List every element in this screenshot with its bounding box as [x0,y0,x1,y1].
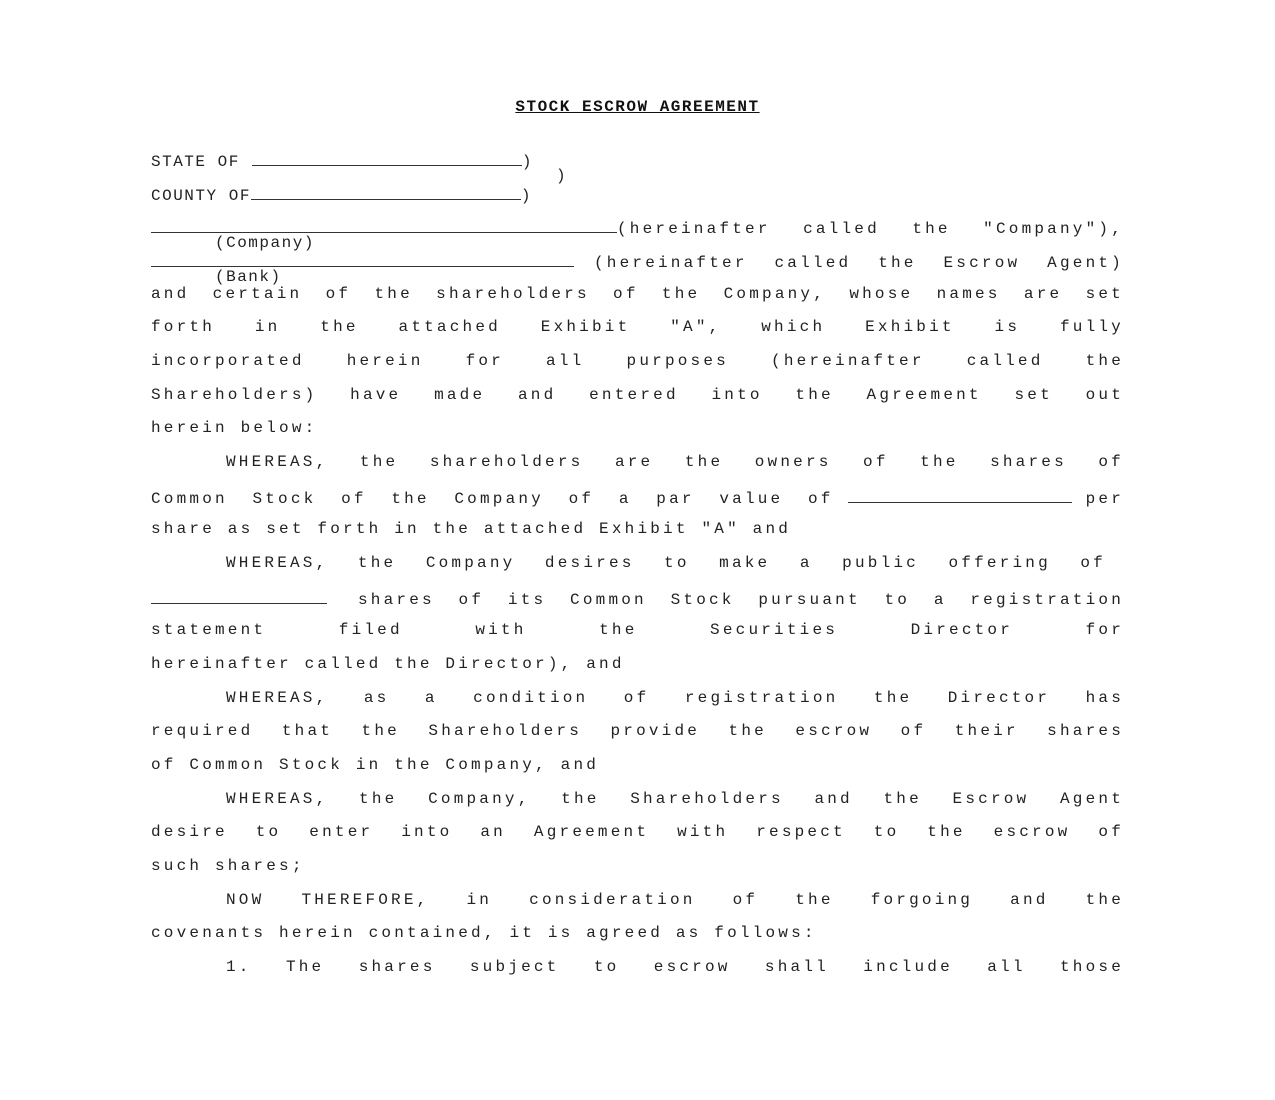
county-line [151,183,571,203]
text-line [151,822,1124,842]
line-text: forth in the attached Exhibit "A", which Exhibit is fully [151,318,1124,336]
line-text: such shares; [151,857,305,875]
text-line [151,721,1124,741]
par-value-blank[interactable] [848,486,1072,503]
shares-blank[interactable] [151,587,327,604]
line-text: shares of its Common Stock pursuant to a registration [358,591,1124,609]
bank-text: (hereinafter called the Escrow Agent) [594,254,1124,272]
text-line [151,553,1106,573]
company-blank[interactable] [151,216,617,233]
line-text: hereinafter called the Director), and [151,655,625,673]
text-line [151,385,1124,405]
text-line [151,519,1124,539]
line-text: per [1085,490,1124,508]
line-text: Common Stock of the Company of a par value of [151,490,834,508]
text-line [151,620,1124,640]
text-line [151,789,1124,809]
paren: ) [556,167,568,185]
text-line [151,418,1124,438]
text-line [151,957,1124,977]
line-text: Shareholders) have made and entered into the Agreement set out [151,386,1124,404]
line-text: share as set forth in the attached Exhibit "A" and [151,520,792,538]
state-label: STATE OF [151,153,240,171]
paren: ) [520,187,533,205]
text-line [151,923,1124,943]
text-line [151,856,1124,876]
text-line [151,688,1124,708]
state-line [151,149,571,169]
text-line [151,654,1124,674]
caption-text: (Company) [215,234,315,252]
text-line [151,890,1124,910]
line-text: and certain of the shareholders of the Company, whose names are set [151,285,1124,303]
line-text: incorporated herein for all purposes (hereinafter called the [151,352,1124,370]
shares-line [151,587,1124,607]
text-line [151,452,1124,472]
line-text: statement filed with the Securities Director for [151,621,1124,639]
line-text: WHEREAS, the Company, the Shareholders and the Escrow Agent [226,790,1124,808]
line-text: WHEREAS, as a condition of registration the Director has [226,689,1124,707]
text-line [151,351,1124,371]
caption-text: (Bank) [215,268,282,286]
line-text: required that the Shareholders provide the escrow of their shares [151,722,1124,740]
line-text: herein below: [151,419,318,437]
county-label: COUNTY OF [151,187,251,205]
text-line [151,317,1124,337]
par-value-line [151,486,1124,506]
text-line [151,755,1124,775]
line-text: NOW THEREFORE, in consideration of the forgoing and the [226,891,1124,909]
company-text: (hereinafter called the "Company"), [617,220,1124,238]
paren: ) [521,153,533,171]
line-text: 1. The shares subject to escrow shall include all those [226,958,1124,976]
document-title: STOCK ESCROW AGREEMENT [515,98,760,116]
line-text: desire to enter into an Agreement with respect to the escrow of [151,823,1124,841]
line-text: WHEREAS, the shareholders are the owners of the shares of [226,453,1124,471]
line-text: of Common Stock in the Company, and [151,756,600,774]
line-text: covenants herein contained, it is agreed as follows: [151,924,817,942]
bank-blank[interactable] [151,250,574,267]
text-line [151,284,1124,304]
county-blank[interactable] [251,183,521,200]
state-blank[interactable] [252,149,522,166]
line-text: WHEREAS, the Company desires to make a public offering of [226,554,1106,572]
